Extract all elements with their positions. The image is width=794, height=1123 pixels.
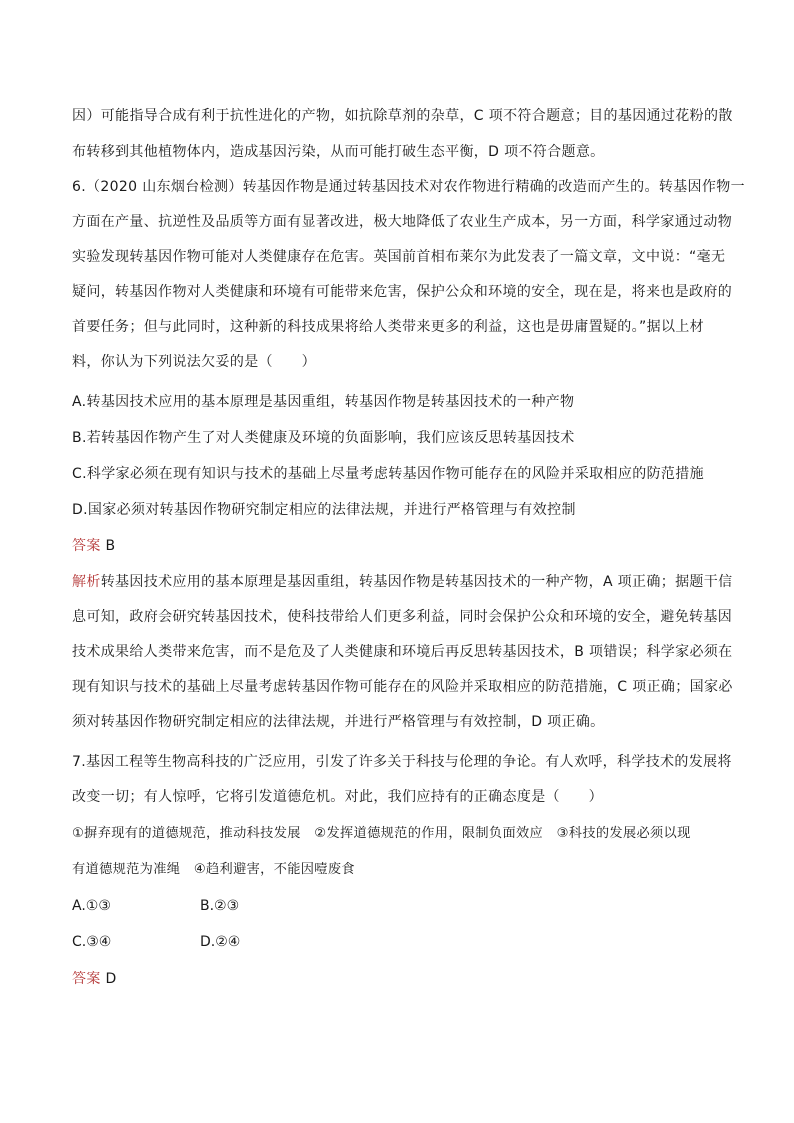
question-stem-line: 首要任务；但与此同时，这种新的科技成果将给人类带来更多的利益，这也是毋庸置疑的。”据以上材 xyxy=(72,319,704,335)
analysis-line: 现有知识与技术的基础上尽量考虑转基因作物可能存在的风险并采取相应的防范措施，C 项正确；国家必 xyxy=(72,679,733,695)
text-line: 因）可能指导合成有利于抗性进化的产物，如抗除草剂的杂草，C 项不符合题意；目的基因通过花粉的散 xyxy=(72,108,733,124)
option-c: C.科学家必须在现有知识与技术的基础上尽量考虑转基因作物可能存在的风险并采取相应的防范措施 xyxy=(72,466,704,482)
option-c: C.③④ xyxy=(72,934,112,950)
answer-6 xyxy=(72,537,115,555)
option-b: B.②③ xyxy=(200,898,240,914)
question-stem-line: 实验发现转基因作物可能对人类健康存在危害。英国前首相布莱尔为此发表了一篇文章，文中说：“毫无 xyxy=(72,249,726,265)
analysis-label: 解析 xyxy=(72,574,101,590)
option-a: A.①③ xyxy=(72,898,111,914)
option-d: D.国家必须对转基因作物研究制定相应的法律法规，并进行严格管理与有效控制 xyxy=(72,502,576,518)
option-a: A.转基因技术应用的基本原理是基因重组，转基因作物是转基因技术的一种产物 xyxy=(72,394,575,410)
option-d: D.②④ xyxy=(200,934,241,950)
statement-line: 有道德规范为准绳 ④趋利避害，不能因噎废食 xyxy=(72,862,355,877)
analysis-6 xyxy=(72,573,733,731)
options-row xyxy=(72,933,328,951)
question-stem-line: 7.基因工程等生物高科技的广泛应用，引发了许多关于科技与伦理的争论。有人欢呼，科学技术的发展将 xyxy=(72,754,732,770)
answer-label: 答案 xyxy=(72,538,101,554)
question-7 xyxy=(72,753,732,806)
analysis-line: 技术成果给人类带来危害，而不是危及了人类健康和环境后再反思转基因技术，B 项错误；科学家必须在 xyxy=(72,644,733,660)
options-row xyxy=(72,897,328,915)
answer-7 xyxy=(72,970,117,988)
statement-line: ①摒弃现有的道德规范，推动科技发展 ②发挥道德规范的作用，限制负面效应 ③科技的发展必须以现 xyxy=(72,826,691,841)
question-7-options xyxy=(72,897,328,951)
question-stem-line: 方面在产量、抗逆性及品质等方面有显著改进，极大地降低了农业生产成本，另一方面，科学家通过动物 xyxy=(72,214,733,230)
question-stem-line: 料，你认为下列说法欠妥的是（ ） xyxy=(72,354,316,370)
answer-value: D xyxy=(100,971,117,987)
question-stem-line: 6.（2020 山东烟台检测）转基因作物是通过转基因技术对农作物进行精确的改造而产生的。转基因作物一 xyxy=(72,179,745,195)
text-line: 布转移到其他植物体内，造成基因污染，从而可能打破生态平衡，D 项不符合题意。 xyxy=(72,144,605,160)
question-6-options xyxy=(72,393,704,519)
question-7-statements xyxy=(72,825,691,879)
question-stem-line: 疑问，转基因作物对人类健康和环境有可能带来危害，保护公众和环境的安全，现在是，将来也是政府的 xyxy=(72,284,733,300)
analysis-line: 息可知，政府会研究转基因技术，使科技带给人们更多利益，同时会保护公众和环境的安全，避免转基因 xyxy=(72,609,733,625)
analysis-text: 转基因技术应用的基本原理是基因重组，转基因作物是转基因技术的一种产物，A 项正确；据题干信 xyxy=(100,574,733,590)
answer-value: B xyxy=(100,538,116,554)
question-6 xyxy=(72,178,745,371)
option-b: B.若转基因作物产生了对人类健康及环境的负面影响，我们应该反思转基因技术 xyxy=(72,430,575,446)
answer-label: 答案 xyxy=(72,971,101,987)
analysis-line: 须对转基因作物研究制定相应的法律法规，并进行严格管理与有效控制，D 项正确。 xyxy=(72,714,605,730)
analysis-line xyxy=(72,573,733,591)
question-stem-line: 改变一切；有人惊呼，它将引发道德危机。对此，我们应持有的正确态度是（ ） xyxy=(72,789,603,805)
prev-explanation xyxy=(72,107,733,161)
